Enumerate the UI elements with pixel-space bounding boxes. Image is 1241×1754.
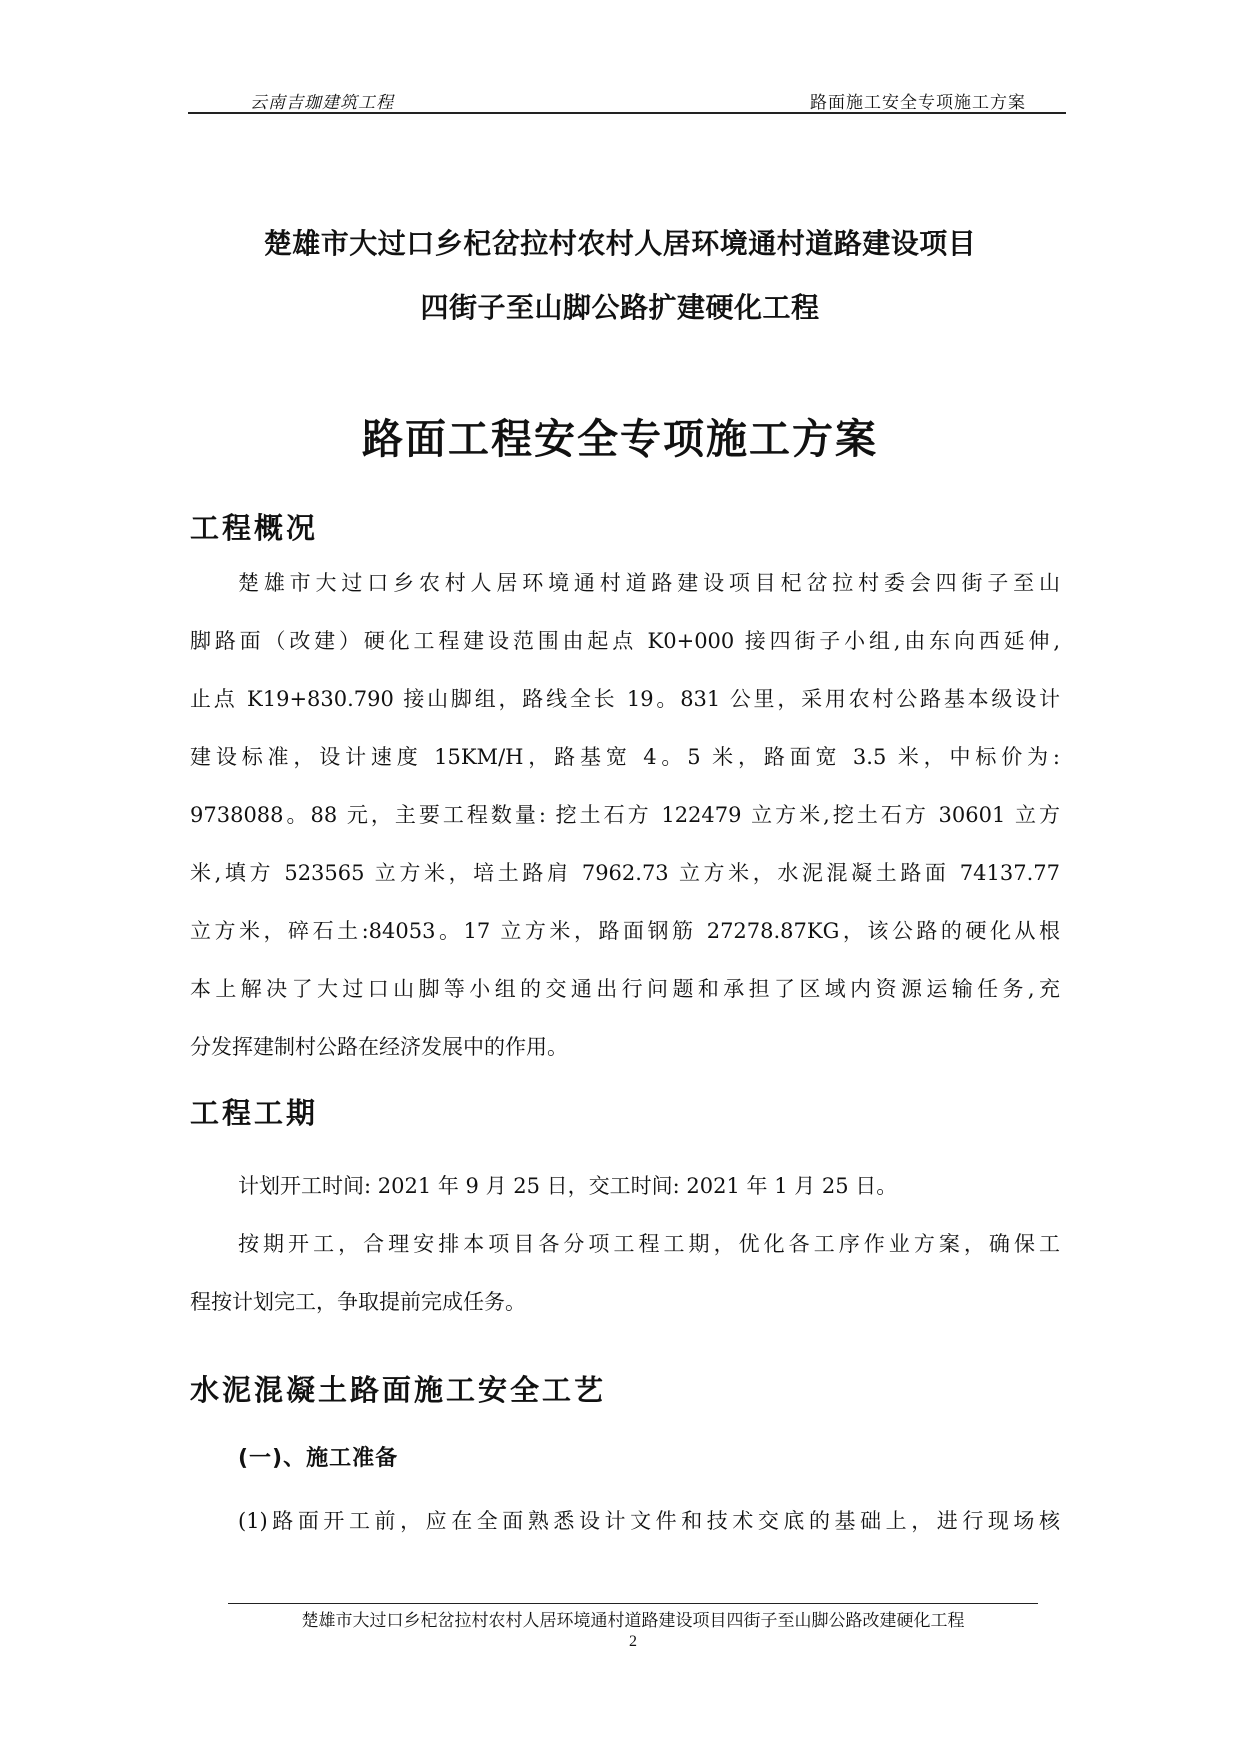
project-title-line-2: 四街子至山脚公路扩建硬化工程: [420, 291, 820, 324]
paragraph-line: 建设标准，设计速度 15KM/H，路基宽 4。5 米，路面宽 3.5 米，中标价为:: [190, 745, 1060, 769]
section-heading-schedule: 工程工期: [190, 1096, 319, 1130]
header-company-name: 云南吉珈建筑工程: [250, 93, 394, 113]
page-number: 2: [629, 1633, 637, 1650]
preparation-paragraph-line: (1)路面开工前，应在全面熟悉设计文件和技术交底的基础上，进行现场核: [238, 1509, 1060, 1533]
project-title-line-1: 楚雄市大过口乡杞岔拉村农村人居环境通村道路建设项目: [263, 227, 977, 260]
page-header: [188, 84, 1066, 114]
page-footer: [228, 1603, 1038, 1650]
paragraph-line: 楚雄市大过口乡农村人居环境通村道路建设项目杞岔拉村委会四街子至山: [238, 571, 1060, 595]
paragraph-line: 米,填方 523565 立方米，培土路肩 7962.73 立方米，水泥混凝土路面 74137.77: [190, 861, 1060, 885]
subsection-heading-preparation: (一)、施工准备: [238, 1446, 399, 1471]
document-title: 路面工程安全专项施工方案: [362, 415, 878, 463]
section-heading-concrete: 水泥混凝土路面施工安全工艺: [190, 1373, 607, 1407]
footer-project-name: 楚雄市大过口乡杞岔拉村农村人居环境通村道路建设项目四街子至山脚公路改建硬化工程: [301, 1611, 965, 1630]
header-document-name: 路面施工安全专项施工方案: [810, 93, 1026, 113]
schedule-dates-line: 计划开工时间: 2021 年 9 月 25 日，交工时间: 2021 年 1 月 25 日。: [238, 1174, 898, 1198]
section-heading-overview: 工程概况: [190, 511, 319, 545]
schedule-paragraph-line: 程按计划完工，争取提前完成任务。: [190, 1290, 526, 1314]
paragraph-line: 脚路面（改建）硬化工程建设范围由起点 K0+000 接四街子小组,由东向西延伸,: [190, 629, 1060, 653]
paragraph-line: 9738088。88 元，主要工程数量: 挖土石方 122479 立方米,挖土石方 30601 立方: [190, 803, 1060, 827]
paragraph-line: 本上解决了大过口山脚等小组的交通出行问题和承担了区域内资源运输任务,充: [190, 977, 1060, 1001]
paragraph-line: 立方米，碎石土:84053。17 立方米，路面钢筋 27278.87KG，该公路的硬化从根: [190, 919, 1060, 943]
paragraph-line: 分发挥建制村公路在经济发展中的作用。: [190, 1035, 568, 1059]
schedule-paragraph-line: 按期开工，合理安排本项目各分项工程工期，优化各工序作业方案，确保工: [238, 1232, 1060, 1256]
paragraph-line: 止点 K19+830.790 接山脚组，路线全长 19。831 公里，采用农村公路基本级设计: [190, 687, 1060, 711]
